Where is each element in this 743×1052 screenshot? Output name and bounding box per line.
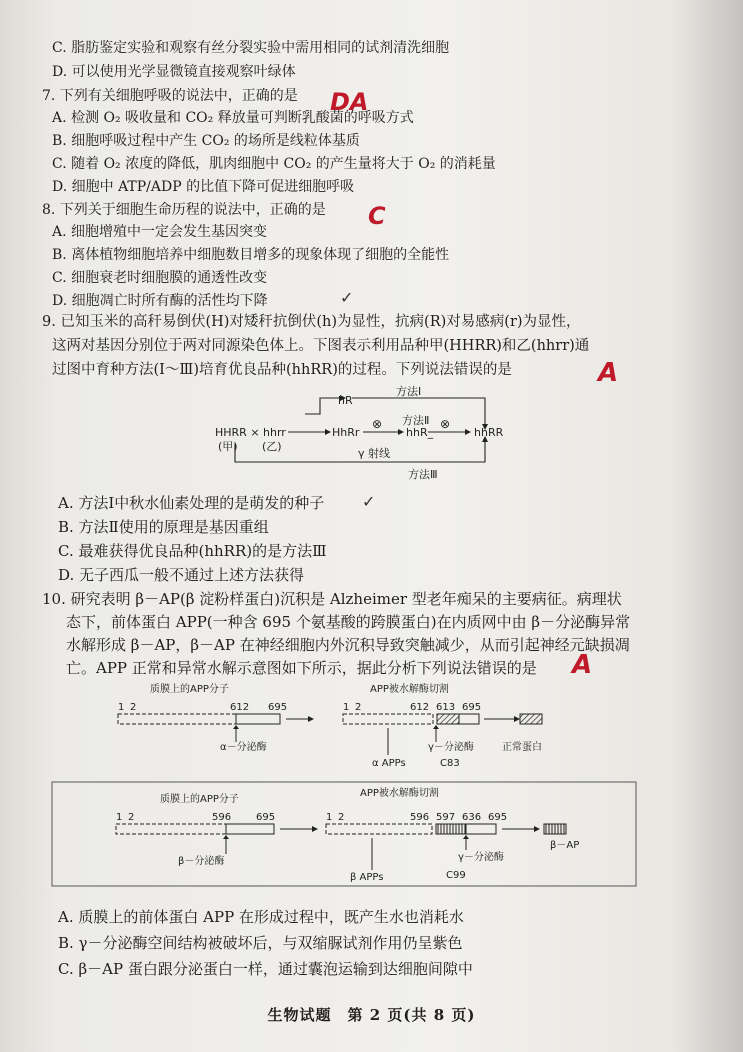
gamma-secretase-label: γ－分泌酶 (458, 852, 504, 863)
c83-label: C83 (440, 758, 460, 769)
app-membrane-segment (236, 714, 280, 724)
q9-stem-line1: 9. 已知玉米的高秆易倒伏(H)对矮秆抗倒伏(h)为显性，抗病(R)对易感病(r)为显性， (42, 314, 581, 330)
app-molecule-title: 质膜上的APP分子 (160, 794, 239, 805)
method-2-label: 方法Ⅱ (402, 414, 430, 427)
alpha-apps-fragment (343, 714, 433, 724)
alpha-apps-label: α APPs (372, 758, 406, 769)
selfing-symbol: ⊗ (440, 417, 451, 431)
q9-stem-line2: 这两对基因分别位于两对同源染色体上。下图表示利用品种甲(HHRR)和乙(hhrr)通 (52, 338, 590, 354)
hhrr-final-label: hhRR (474, 426, 504, 439)
beta-secretase-label: β－分泌酶 (178, 856, 225, 867)
arrowhead (325, 429, 331, 435)
app-extracellular-segment (116, 824, 226, 834)
residue-636: 636 (462, 812, 482, 823)
arrowhead (465, 429, 471, 435)
q8-handwritten-answer: C (368, 202, 386, 230)
beta-ap-label: β－AP (550, 840, 580, 851)
q9-stem-line3: 过图中育种方法(Ⅰ～Ⅲ)培育优良品种(hhRR)的过程。下列说法错误的是 (52, 362, 512, 378)
residue-1: 1 (326, 812, 333, 823)
q7-option-c: C. 随着 O₂ 浓度的降低，肌肉细胞中 CO₂ 的产生量将大于 O₂ 的消耗量 (52, 156, 496, 172)
q10-option-b: B. γ－分泌酶空间结构被破坏后，与双缩脲试剂作用仍呈紫色 (58, 934, 463, 952)
q9-option-d: D. 无子西瓜一般不通过上述方法获得 (58, 566, 305, 584)
q8-option-d: D. 细胞凋亡时所有酶的活性均下降 (52, 293, 268, 309)
arrow-to-hr (305, 398, 340, 414)
residue-695: 695 (462, 702, 482, 713)
q10-stem-line1: 10. 研究表明 β－AP(β 淀粉样蛋白)沉积是 Alzheimer 型老年痴呆的主要病征。病理状 (42, 590, 622, 608)
app-cut-title: APP被水解酶切割 (370, 684, 449, 695)
arrowhead (514, 716, 520, 722)
c99-label: C99 (446, 870, 466, 881)
residue-613: 613 (436, 702, 456, 713)
q7-handwritten-answer: DA (330, 88, 369, 116)
q10-option-c: C. β－AP 蛋白跟分泌蛋白一样，通过囊泡运输到达细胞间隙中 (58, 960, 473, 978)
c99-beta-ap-region (436, 824, 466, 834)
gamma-ray-label: γ 射线 (358, 447, 391, 460)
page-shadow (673, 0, 743, 1052)
app-extracellular-segment (118, 714, 236, 724)
app-membrane-segment (226, 824, 274, 834)
q6-option-d: D. 可以使用光学显微镜直接观察叶绿体 (52, 64, 296, 80)
check-mark: ✓ (340, 288, 354, 307)
residue-2: 2 (338, 812, 345, 823)
residue-695: 695 (268, 702, 288, 713)
q8-stem: 8. 下列关于细胞生命历程的说法中，正确的是 (42, 202, 326, 218)
parent-yi-label: (乙) (262, 440, 282, 453)
q9-option-a: A. 方法Ⅰ中秋水仙素处理的是萌发的种子 (58, 494, 325, 512)
q8-option-c: C. 细胞衰老时细胞膜的通透性改变 (52, 270, 268, 286)
residue-1: 1 (343, 702, 350, 713)
q10-stem-line3: 水解形成 β－AP，β－AP 在神经细胞内外沉积导致突触减少，从而引起神经元缺损凋 (66, 636, 630, 654)
breeding-methods-diagram (200, 384, 520, 484)
parent-jia-label: (甲) (218, 440, 238, 453)
page-footer: 生物试题 第 2 页(共 8 页) (267, 1006, 476, 1024)
normal-protein-label: 正常蛋白 (502, 742, 542, 753)
residue-596: 596 (410, 812, 430, 823)
q10-stem-line4: 亡。APP 正常和异常水解示意图如下所示，据此分析下列说法错误的是 (66, 659, 537, 677)
residue-612: 612 (230, 702, 250, 713)
alpha-secretase-label: α－分泌酶 (220, 742, 267, 753)
q7-stem: 7. 下列有关细胞呼吸的说法中，正确的是 (42, 88, 298, 104)
residue-1: 1 (118, 702, 125, 713)
beta-apps-label: β APPs (350, 872, 384, 883)
hhrr-f1-label: HhRr (332, 426, 360, 439)
residue-612: 612 (410, 702, 430, 713)
check-mark: ✓ (362, 492, 376, 511)
normal-protein-fragment (520, 714, 542, 724)
beta-ap-fragment (544, 824, 566, 834)
q10-stem-line2: 态下，前体蛋白 APP(一种含 695 个氨基酸的跨膜蛋白)在内质网中由 β－分泌酶异常 (66, 613, 631, 631)
arrowhead (463, 835, 469, 839)
arrowhead (223, 835, 229, 839)
app-normal-hydrolysis-diagram (110, 680, 590, 775)
q6-option-c: C. 脂肪鉴定实验和观察有丝分裂实验中需用相同的试剂清洗细胞 (52, 40, 450, 56)
residue-1: 1 (116, 812, 123, 823)
q7-option-d: D. 细胞中 ATP/ADP 的比值下降可促进细胞呼吸 (52, 179, 355, 195)
residue-2: 2 (130, 702, 137, 713)
residue-695: 695 (488, 812, 508, 823)
c83-membrane-fragment (459, 714, 479, 724)
gamma-secretase-label: γ－分泌酶 (428, 742, 474, 753)
method-1-label: 方法Ⅰ (396, 385, 422, 398)
c83-hatched-fragment (437, 714, 459, 724)
q9-option-c: C. 最难获得优良品种(hhRR)的是方法Ⅲ (58, 542, 327, 560)
q8-option-a: A. 细胞增殖中一定会发生基因突变 (52, 224, 268, 240)
residue-2: 2 (128, 812, 135, 823)
hr-label: hR (338, 394, 353, 407)
q9-handwritten-answer: A (598, 358, 619, 388)
app-cut-title: APP被水解酶切割 (360, 788, 439, 799)
arrowhead (433, 725, 439, 729)
parents-label: HHRR × hhrr (215, 426, 286, 439)
q9-option-b: B. 方法Ⅱ使用的原理是基因重组 (58, 518, 269, 536)
arrowhead (398, 429, 404, 435)
app-molecule-title: 质膜上的APP分子 (150, 684, 229, 695)
residue-2: 2 (355, 702, 362, 713)
q8-option-b: B. 离体植物细胞培养中细胞数目增多的现象体现了细胞的全能性 (52, 247, 450, 263)
q10-option-a: A. 质膜上的前体蛋白 APP 在形成过程中，既产生水也消耗水 (58, 908, 464, 926)
residue-597: 597 (436, 812, 456, 823)
arrowhead (312, 826, 318, 832)
q7-option-a: A. 检测 O₂ 吸收量和 CO₂ 释放量可判断乳酸菌的呼吸方式 (52, 110, 414, 126)
q10-handwritten-answer: A (572, 650, 593, 680)
arrowhead (534, 826, 540, 832)
c99-membrane-fragment (466, 824, 496, 834)
selfing-symbol: ⊗ (372, 417, 383, 431)
hhr-label: hhR_ (406, 426, 434, 439)
q7-option-b: B. 细胞呼吸过程中产生 CO₂ 的场所是线粒体基质 (52, 133, 360, 149)
beta-apps-fragment (326, 824, 432, 834)
method-3-label: 方法Ⅲ (408, 468, 438, 481)
arrowhead (233, 725, 239, 729)
residue-695: 695 (256, 812, 276, 823)
arrowhead (308, 716, 314, 722)
app-abnormal-hydrolysis-diagram (50, 780, 640, 890)
residue-596: 596 (212, 812, 232, 823)
